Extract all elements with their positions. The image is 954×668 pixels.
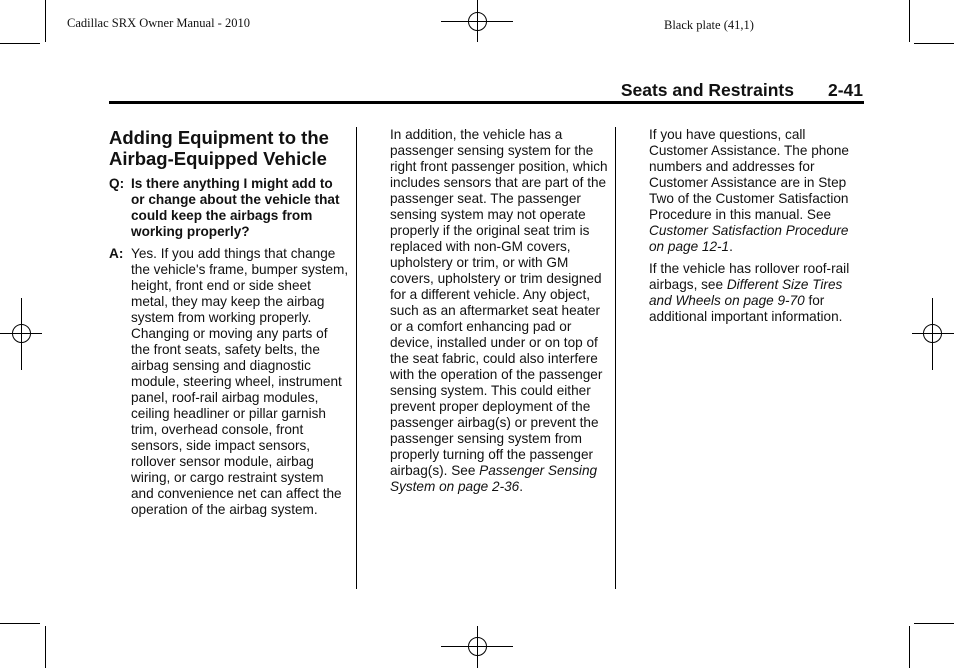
column-2 <box>390 127 608 501</box>
paragraph <box>390 127 608 495</box>
crop-mark <box>909 626 910 668</box>
crop-mark <box>0 623 40 624</box>
answer-text: Yes. If you add things that change the vehicle's frame, bumper system, height, front end or side sheet metal, they may keep the airbag system from working properly. Changing or moving any parts of the front seats, safety belts, the airbag sensing and diagnostic module, steering wheel, instrument panel, roof-rail airbag modules, ceiling headliner or pillar garnish trim, overhead console, front sensors, side impact sensors, rollover sensor module, airbag wiring, or cargo restraint system and convenience net can affect the operation of the airbag system. <box>131 246 349 517</box>
crop-mark <box>909 0 910 42</box>
column-divider <box>615 127 616 589</box>
punctuation: . <box>729 239 733 254</box>
paragraph <box>649 127 855 255</box>
column-3 <box>649 127 855 331</box>
cross-reference[interactable]: Passenger Sensing System on page 2-36 <box>390 463 598 494</box>
paragraph-text: for additional important information. <box>649 293 843 324</box>
crop-mark <box>0 43 40 44</box>
crop-mark <box>914 43 954 44</box>
column-divider <box>356 127 357 589</box>
manual-title: Cadillac SRX Owner Manual - 2010 <box>67 16 250 30</box>
paragraph-text: If the vehicle has rollover roof-rail airbags, see <box>649 261 850 292</box>
cross-reference[interactable]: Different Size Tires and Wheels on page 9-70 <box>649 277 843 308</box>
registration-mark-left <box>0 298 42 370</box>
registration-mark-bottom <box>441 626 513 668</box>
crop-mark <box>914 623 954 624</box>
registration-mark-top <box>441 0 513 44</box>
paragraph-text: In addition, the vehicle has a passenger sensing system for the right front passenger position, which includes sensors that are part of the passenger seat. The passenger sensing system may not operate properly if the original seat trim is replaced with non-GM covers, upholstery or trim, or with GM covers, upholstery or trim designed for a different vehicle. Any object, such as an aftermarket seat heater or a comfort enhancing pad or device, installed under or on top of the seat fabric, could also interfere with the operation of the passenger sensing system. This could either prevent proper deployment of the passenger airbag(s) or prevent the passenger sensing system from properly turning off the passenger airbag(s). See <box>390 127 608 478</box>
section-heading: Adding Equipment to the Airbag-Equipped Vehicle <box>109 127 329 169</box>
paragraph-text: If you have questions, call Customer Assistance. The phone numbers and addresses for Customer Assistance are in Step Two of the Customer Satisfaction Procedure in this manual. See <box>649 127 849 222</box>
section-title: Seats and Restraints <box>620 80 794 100</box>
registration-mark-right <box>912 298 954 370</box>
question-tag: Q: <box>109 176 125 191</box>
header-rule <box>109 101 864 104</box>
question <box>109 176 349 240</box>
plate-label: Black plate (41,1) <box>664 18 754 32</box>
question-text: Is there anything I might add to or change about the vehicle that could keep the airbags from working properly? <box>131 176 340 239</box>
page-number: 2-41 <box>827 80 863 100</box>
paragraph <box>649 261 855 325</box>
cross-reference[interactable]: Customer Satisfaction Procedure on page 12-1 <box>649 223 849 254</box>
running-header <box>621 80 863 101</box>
crop-mark <box>45 626 46 668</box>
punctuation: . <box>519 479 524 494</box>
answer <box>109 246 349 518</box>
column-1 <box>109 127 349 524</box>
answer-tag: A: <box>109 246 124 261</box>
crop-mark <box>45 0 46 42</box>
